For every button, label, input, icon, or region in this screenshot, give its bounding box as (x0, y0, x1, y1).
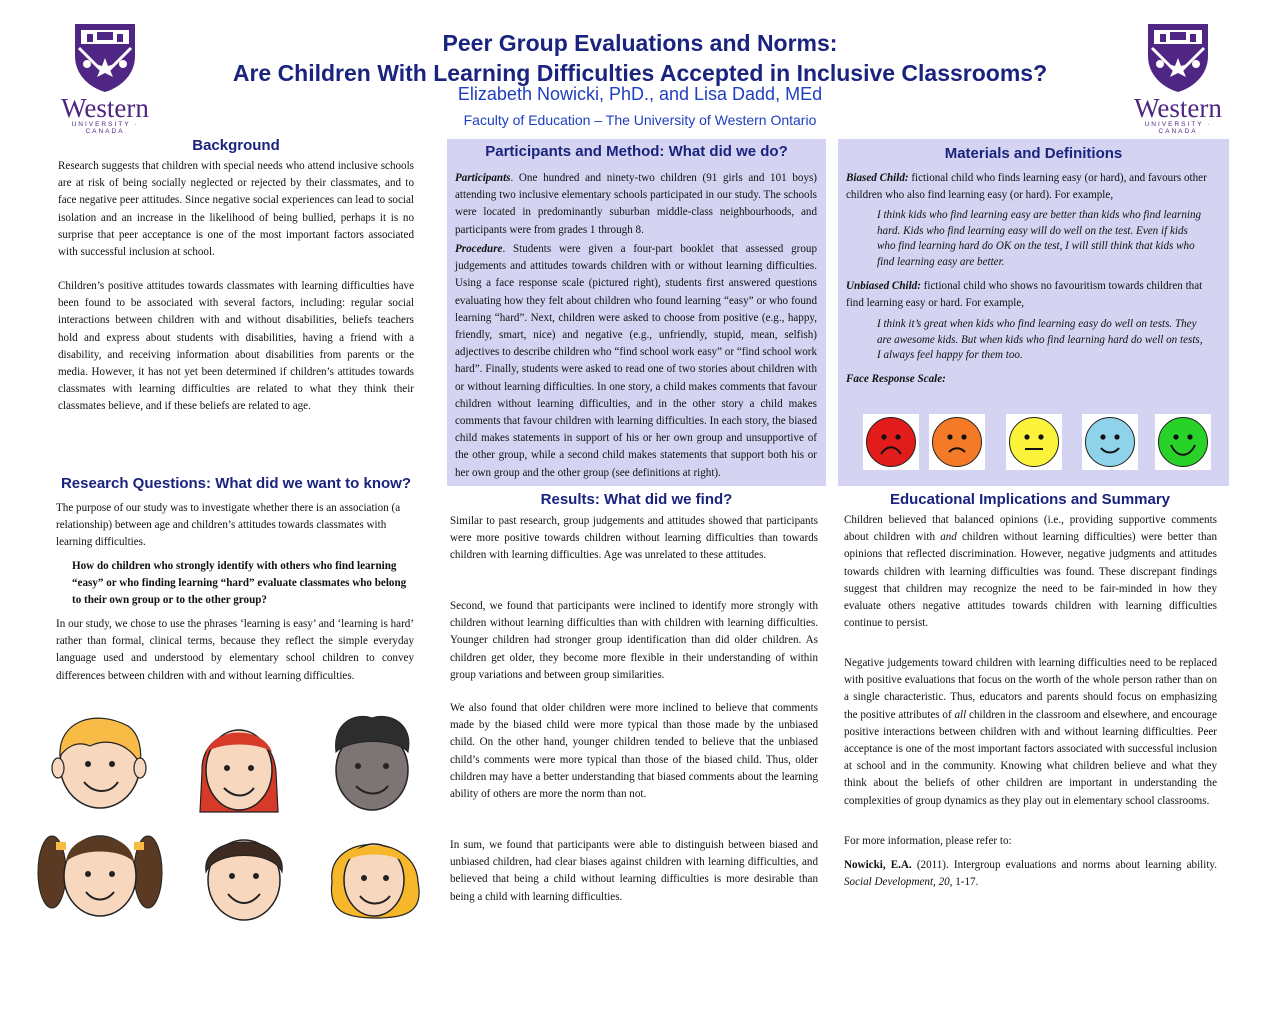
unbiased-quote: I think it’s great when kids who find learning easy do well on tests. They are awesome kids. But when kids who find learning hard do well on tests, I always feel happy for them too. (877, 318, 1203, 362)
research-terms-paragraph: In our study, we chose to use the phrases ‘learning is easy’ and ‘learning is hard’ rather than formal, clinical terms, because they reflect the simple everyday language used and understood by elementary school children to convey differences between children with and without learning difficulties. (56, 618, 414, 682)
faculty: Faculty of Education – The University of Western Ontario (463, 112, 817, 128)
more-info: For more information, please refer to: (844, 835, 1012, 847)
logo-subtitle: UNIVERSITY · CANADA (71, 121, 139, 135)
child-face-5-icon (206, 840, 283, 920)
child-face-3-icon (336, 716, 409, 810)
background-paragraph-2: Children’s positive attitudes towards classmates with learning difficulties have been found to be associated with several factors, including: regular social interactions between children with and without disabilities, beliefs teachers hold and express about students with disabilities, having a friend with a disability, and receiving information about disabilities from parents or the media. However, it has not yet been determined if children’s attitudes towards classmates with learning difficulties are related to what they think their classmates believe, and if these beliefs are related to age. (58, 280, 414, 413)
results-heading: Results: What did we find? (540, 491, 733, 508)
research-question: How do children who strongly identify with others who find learning “easy” or who finding learning “hard” evaluate classmates who belong to their own group or to the other group? (72, 560, 407, 607)
child-face-2-icon (200, 730, 278, 812)
results-paragraph-2: Second, we found that participants were inclined to identify more strongly with children without learning difficulties than with children with learning difficulties. Younger children had stronger group identification than did older children. As children get older, they become more flexible in their understanding of within group variations and between group similarities. (450, 600, 818, 681)
results-paragraph-4: In sum, we found that participants were able to distinguish between biased and unbiased children, had clear biases against children with learning difficulties, and believed that being a child without learning difficulties is more desirable than being a child with learning difficulties. (450, 839, 818, 903)
participants-paragraph (455, 170, 817, 239)
research-purpose: The purpose of our study was to investigate whether there is an association (a relationship) between age and children’s attitudes towards classmates with learning difficulties. (56, 502, 401, 549)
procedure-paragraph (455, 241, 817, 482)
very-sad-face-icon (866, 417, 916, 467)
sad-face-icon (932, 417, 982, 467)
implications-paragraph-1: Children believed that balanced opinions (i.e., providing supportive comments about children with and children without learning difficulties) were better than opinions that reflected discrimination. However, negative judgments and attitudes towards children with learning difficulties was found. These discrepant findings suggest that children may recognize the need to be fair-minded in how they evaluate others negative attitudes towards children with learning difficulties continue to persist. (844, 514, 1218, 630)
child-face-1-icon (52, 718, 146, 808)
very-happy-face-icon (1158, 417, 1208, 467)
research-questions-heading: Research Questions: What did we want to know? (60, 475, 412, 492)
implications-heading: Educational Implications and Summary (889, 491, 1171, 508)
logo-subtitle: UNIVERSITY · CANADA (1144, 121, 1212, 135)
biased-text: fictional child who finds learning easy (or hard), and favours other children who also find learning easy (or hard). For example, (846, 172, 1207, 202)
procedure-label: Procedure (455, 243, 503, 255)
participants-text: . One hundred and ninety-two children (91 girls and 101 boys) attending two inclusive elementary schools participated in our study. The schools were located in predominantly suburban middle-class neighbourhoods, and participants were from grades 1 through 8. (455, 172, 817, 236)
poster-title-line1: Peer Group Evaluations and Norms: (442, 30, 838, 56)
background-paragraph-1: Research suggests that children with special needs who attend inclusive schools are at risk of being socially neglected or rejected by their classmates, and to face negative peer attitudes. Since negative social experiences can lead to social isolation and an increase in the likelihood of being bullied, perhaps it is no surprise that peer acceptance is one of the most important factors associated with successful inclusion at school. (58, 160, 414, 259)
authors: Elizabeth Nowicki, PhD., and Lisa Dadd, MEd (457, 84, 823, 104)
unbiased-definition (846, 278, 1218, 312)
children-faces-illustration (36, 712, 436, 922)
results-paragraph-1: Similar to past research, group judgements and attitudes showed that participants were more positive towards children without learning difficulties than towards children with learning difficulties. Age was unrelated to these attitudes. (450, 515, 818, 562)
western-crest-icon (1146, 22, 1210, 94)
neutral-face-icon (1009, 417, 1059, 467)
background-heading: Background (192, 137, 280, 154)
reference: Nowicki, E.A. (2011). Intergroup evaluations and norms about learning ability. Social Development, 20, 1-17. (844, 859, 1217, 889)
materials-heading: Materials and Definitions (944, 145, 1123, 162)
results-paragraph-3: We also found that older children were more inclined to believe that comments made by the biased child were more typical than those made by the unbiased child. On the other hand, younger children tended to believe that the unbiased child’s comments were more typical than those of the biased child. Thus, older children may have a better understanding that biased comments about the learning ability of others are more the norm than not. (450, 702, 818, 801)
unbiased-label: Unbiased Child: (846, 280, 921, 292)
implications-paragraph-2: Negative judgements toward children with learning difficulties need to be replaced with positive evaluations that focus on the worth of the whole person rather than on a single characteristic. Thus, educators and parents should focus on emphasizing the positive attributes of all children in the classroom and elsewhere, and encourage positive interactions between children with and without learning difficulties. Peer acceptance is one of the most important factors associated with successful inclusion at school and in the community. Knowing what children believe and what they think about the beliefs of other children are important in understanding the complexities of group dynamics as they play out in elementary school classrooms. (844, 657, 1217, 807)
logo-word: Western (1134, 93, 1222, 123)
logo-word: Western (61, 93, 149, 123)
poster-title-line2: Are Children With Learning Difficulties Accepted in Inclusive Classrooms? (232, 60, 1048, 86)
biased-label: Biased Child: (846, 172, 909, 184)
face-scale-label: Face Response Scale: (846, 373, 946, 385)
western-crest-icon (73, 22, 137, 94)
western-logo-left (55, 22, 155, 135)
child-face-4-icon (38, 836, 162, 916)
procedure-text: . Students were given a four-part booklet that assessed group judgements and attitudes towards children with or without learning difficulties. Using a face response scale (pictured right), students first answered questions evaluating how they felt about children who found learning “easy” or who found learning “hard”. Next, children were asked to choose from positive (e.g., happy, friendly, smart, nice) and negative (e.g., unfriendly, stupid, mean, selfish) adjectives to describe children who “find school work easy” or “find school work hard”. Finally, students were asked to read one of two stories about children with or without learning difficulties. In one story, a child makes comments that favour children without learning difficulties, and in the other story a child makes comments that favour children with learning difficulties. In each story, the biased child makes statements in support of his or her own group and unsupportive of the other group, while a second child makes statements that support both his or her own group and the other group (see definitions at right). (455, 243, 817, 479)
child-face-6-icon (331, 844, 419, 918)
western-logo-right (1128, 22, 1228, 135)
happy-face-icon (1085, 417, 1135, 467)
participants-label: Participants (455, 172, 511, 184)
method-heading: Participants and Method: What did we do? (485, 143, 788, 160)
biased-quote: I think kids who find learning easy are better than kids who find learning hard. Kids who find learning easy will do well on the test. Even if kids who find learning hard do OK on the test, I will still think that kids who find learning easy are better. (877, 209, 1202, 268)
unbiased-text: fictional child who shows no favouritism towards children that find learning easy or hard. For example, (846, 280, 1203, 310)
biased-definition (846, 170, 1218, 204)
